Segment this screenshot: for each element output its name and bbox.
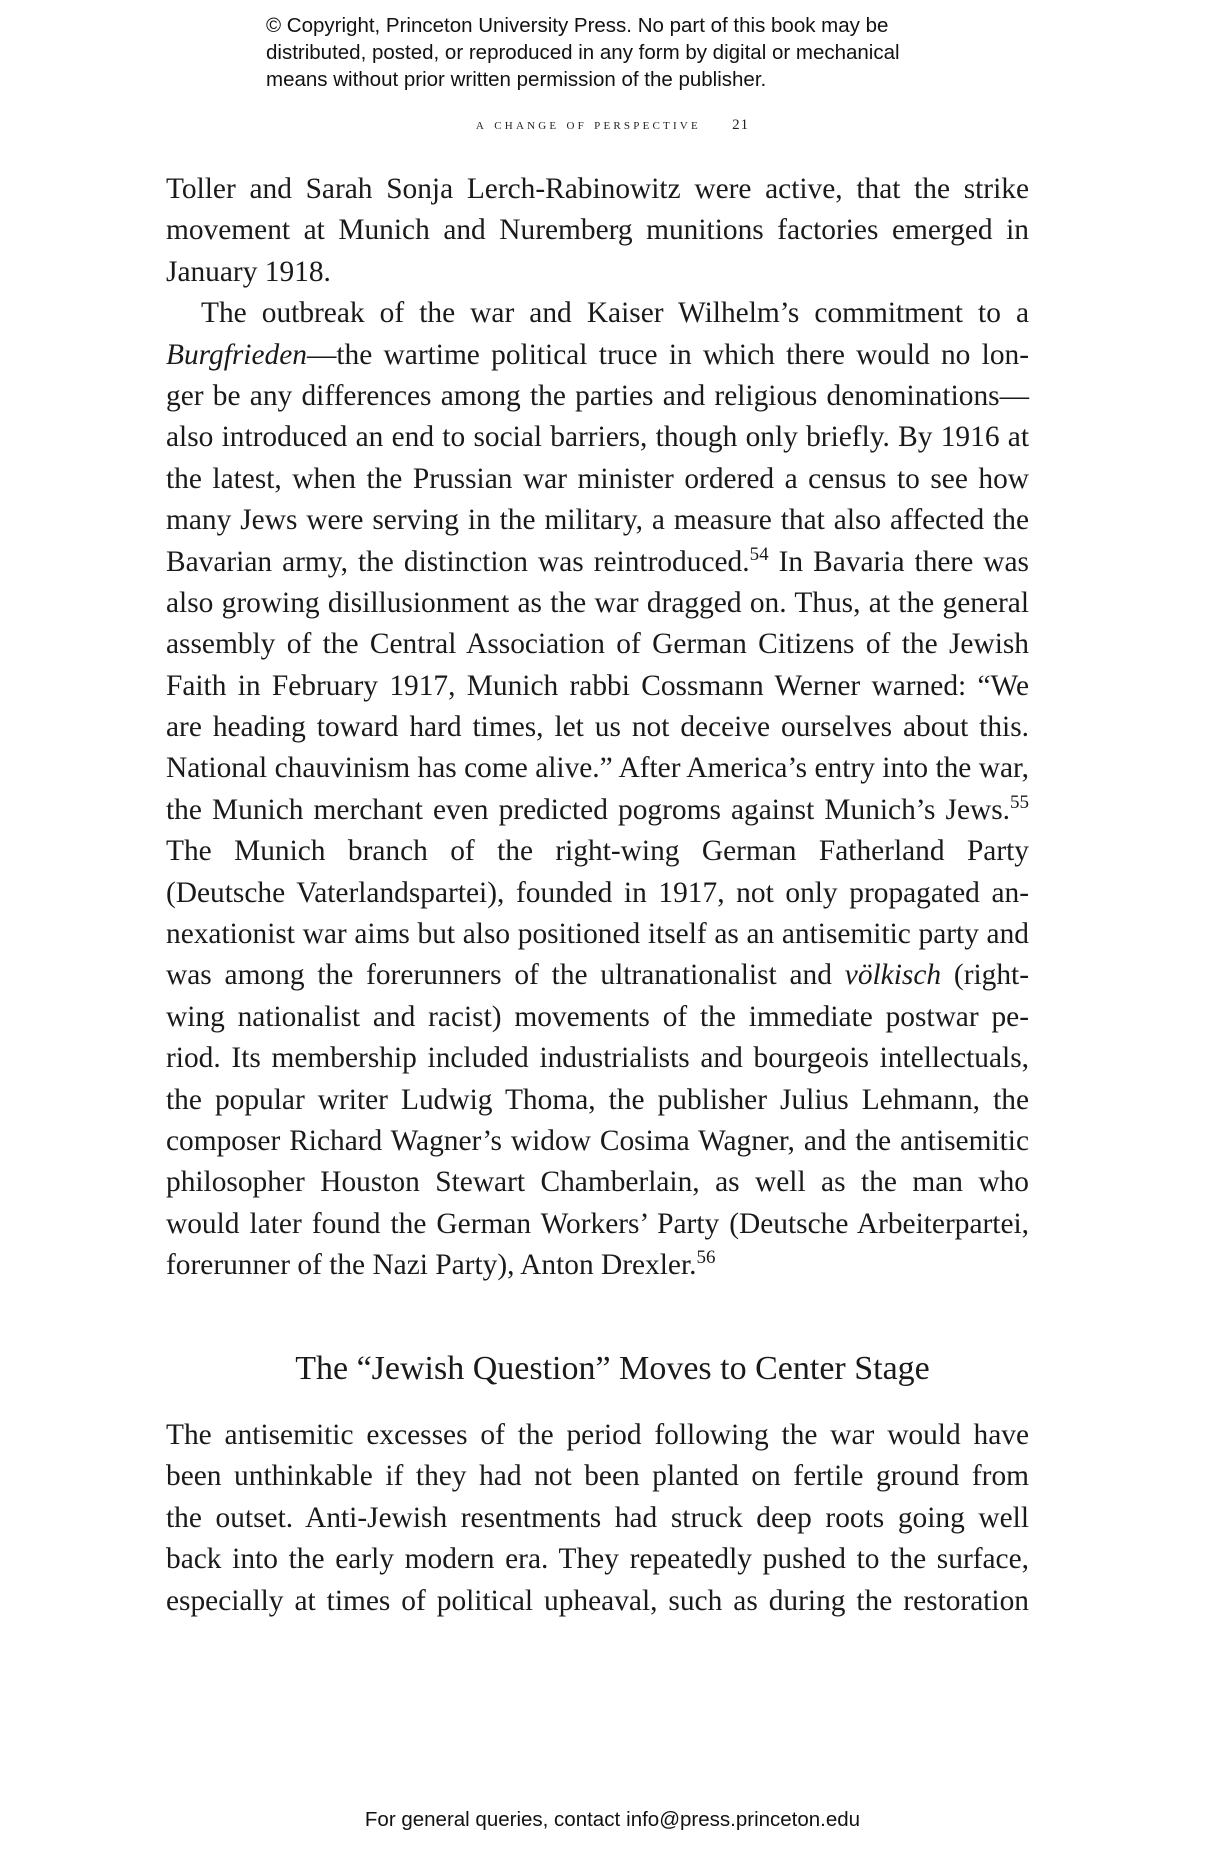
text-line: (Deutsche Vaterlandspartei), founded in 1917, not only propagated an- bbox=[166, 876, 1029, 909]
text-line: also introduced an end to social barriers, though only briefly. By 1916 at bbox=[166, 421, 1029, 454]
contact-email-link[interactable]: info@press.princeton.edu bbox=[626, 1808, 861, 1831]
running-head bbox=[0, 116, 1225, 134]
text-line: are heading toward hard times, let us not deceive ourselves about this. bbox=[166, 711, 1029, 744]
text-span: forerunner of the Nazi Party), Anton Drexler. bbox=[166, 1249, 697, 1282]
text-line: philosopher Houston Stewart Chamberlain, as well as the man who bbox=[166, 1166, 1029, 1199]
text-line: ger be any differences among the parties and religious denominations— bbox=[166, 379, 1029, 412]
text-line bbox=[166, 790, 1029, 831]
paragraph bbox=[166, 293, 1029, 1286]
text-line: nexationist war aims but also positioned itself as an antisemitic party and bbox=[166, 918, 1029, 951]
section-body-text bbox=[166, 1415, 1029, 1622]
text-span: —the wartime political truce in which there would no lon- bbox=[306, 338, 1029, 371]
paragraph bbox=[166, 169, 1029, 293]
text-line: the outset. Anti-Jewish resentments had struck deep roots going well bbox=[166, 1501, 1029, 1534]
text-span: Bavarian army, the distinction was reintroduced. bbox=[166, 545, 750, 578]
italic-term: völkisch bbox=[844, 959, 942, 992]
footnote-ref[interactable]: 55 bbox=[1010, 791, 1029, 813]
text-line: riod. Its membership included industrialists and bourgeois intellectuals, bbox=[166, 1042, 1029, 1075]
footnote-ref[interactable]: 54 bbox=[749, 543, 769, 565]
text-line: composer Richard Wagner’s widow Cosima Wagner, and the antisemitic bbox=[166, 1124, 1029, 1157]
text-line bbox=[166, 955, 1029, 996]
text-span: In Bavaria there was bbox=[768, 545, 1029, 578]
text-line: wing nationalist and racist) movements of the immediate postwar pe- bbox=[166, 1000, 1029, 1033]
copyright-line: distributed, posted, or reproduced in any form by digital or mechanical bbox=[266, 41, 900, 64]
italic-term: Burgfrieden bbox=[166, 338, 307, 371]
text-span: (right- bbox=[941, 959, 1029, 992]
text-line: The antisemitic excesses of the period following the war would have bbox=[166, 1419, 1029, 1451]
text-line: movement at Munich and Nuremberg munitions factories emerged in bbox=[166, 214, 1029, 247]
text-line bbox=[166, 1245, 1029, 1286]
text-line: The Munich branch of the right-wing German Fatherland Party bbox=[166, 835, 1029, 868]
running-head-title: a change of perspective bbox=[475, 116, 701, 133]
copyright-line: © Copyright, Princeton University Press. No part of this book may be bbox=[266, 14, 889, 37]
text-line: been unthinkable if they had not been planted on fertile ground from bbox=[166, 1460, 1029, 1493]
copyright-line: means without prior written permission of the publisher. bbox=[266, 68, 767, 91]
footnote-ref[interactable]: 56 bbox=[696, 1247, 716, 1269]
text-line: the popular writer Ludwig Thoma, the publisher Julius Lehmann, the bbox=[166, 1083, 1029, 1116]
text-span: was among the forerunners of the ultranationalist and bbox=[166, 959, 845, 992]
text-line: Faith in February 1917, Munich rabbi Cossmann Werner warned: “We bbox=[166, 669, 1029, 702]
text-line: the latest, when the Prussian war minister ordered a census to see how bbox=[166, 462, 1029, 495]
text-line: National chauvinism has come alive.” After America’s entry into the war, bbox=[166, 752, 1029, 785]
text-line: assembly of the Central Association of German Citizens of the Jewish bbox=[166, 628, 1029, 661]
body-text bbox=[166, 169, 1029, 1287]
text-line: Toller and Sarah Sonja Lerch-Rabinowitz were active, that the strike bbox=[166, 173, 1029, 205]
page-number: 21 bbox=[732, 117, 750, 133]
text-line: also growing disillusionment as the war dragged on. Thus, at the general bbox=[166, 586, 1029, 619]
footer-label: For general queries, contact bbox=[364, 1808, 621, 1831]
text-line: many Jews were serving in the military, a measure that also affected the bbox=[166, 504, 1029, 537]
section-heading: The “Jewish Question” Moves to Center Stage bbox=[295, 1350, 930, 1387]
text-line: The outbreak of the war and Kaiser Wilhelm’s commitment to a bbox=[201, 297, 1029, 330]
text-line: especially at times of political upheaval, such as during the restoration bbox=[166, 1584, 1029, 1617]
text-line: January 1918. bbox=[166, 255, 331, 288]
text-line: back into the early modern era. They repeatedly pushed to the surface, bbox=[166, 1543, 1029, 1576]
text-line bbox=[166, 542, 1029, 583]
text-line: would later found the German Workers’ Party (Deutsche Arbeiterpartei, bbox=[166, 1207, 1029, 1240]
text-span: the Munich merchant even predicted pogroms against Munich’s Jews. bbox=[166, 793, 1010, 826]
text-line bbox=[166, 335, 1029, 376]
copyright-notice bbox=[266, 12, 1026, 93]
footer bbox=[0, 1808, 1225, 1832]
